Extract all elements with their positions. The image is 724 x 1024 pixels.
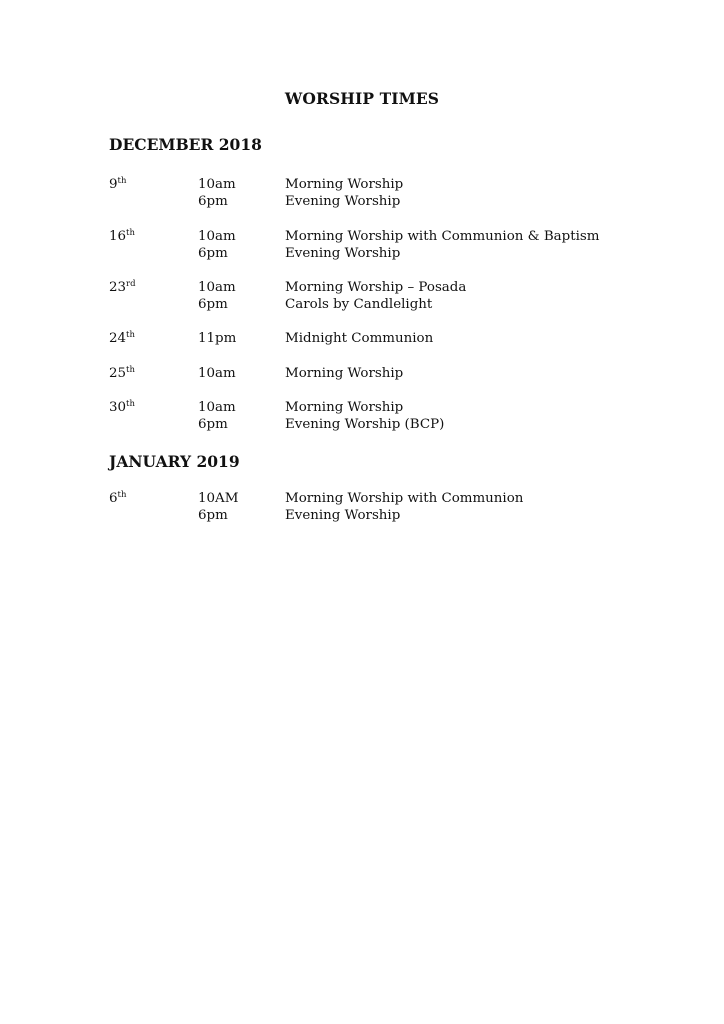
service-row bbox=[109, 279, 629, 296]
service-name: Evening Worship bbox=[285, 246, 401, 261]
service-time: 10am bbox=[198, 280, 236, 295]
service-name: Morning Worship bbox=[285, 177, 404, 192]
service-date: 30th bbox=[109, 399, 135, 415]
service-name: Carols by Candlelight bbox=[285, 297, 433, 312]
service-date: 9th bbox=[109, 176, 127, 192]
service-name: Morning Worship bbox=[285, 366, 404, 381]
service-time: 6pm bbox=[198, 297, 228, 312]
service-name: Morning Worship – Posada bbox=[285, 280, 467, 295]
service-time: 11pm bbox=[198, 331, 237, 346]
service-time: 6pm bbox=[198, 246, 228, 261]
service-row bbox=[109, 507, 629, 524]
service-row bbox=[109, 416, 629, 433]
service-row bbox=[109, 365, 629, 382]
service-row bbox=[109, 330, 629, 347]
service-date: 24th bbox=[109, 330, 135, 346]
service-name: Evening Worship (BCP) bbox=[285, 417, 445, 432]
service-time: 10am bbox=[198, 400, 236, 415]
service-time: 10am bbox=[198, 177, 236, 192]
page-title: WORSHIP TIMES bbox=[284, 89, 440, 108]
service-name: Evening Worship bbox=[285, 194, 401, 209]
service-date: 25th bbox=[109, 365, 135, 381]
service-row bbox=[109, 176, 629, 193]
service-row bbox=[109, 245, 629, 262]
service-name: Morning Worship with Communion bbox=[285, 491, 524, 506]
service-row bbox=[109, 296, 629, 313]
service-row bbox=[109, 490, 629, 507]
service-name: Morning Worship bbox=[285, 400, 404, 415]
service-date: 6th bbox=[109, 490, 127, 506]
service-row bbox=[109, 193, 629, 210]
service-time: 6pm bbox=[198, 417, 228, 432]
service-time: 10am bbox=[198, 366, 236, 381]
service-time: 10am bbox=[198, 229, 236, 244]
service-date: 16th bbox=[109, 228, 135, 244]
service-date: 23rd bbox=[109, 279, 136, 295]
service-time: 10AM bbox=[198, 491, 239, 506]
service-name: Evening Worship bbox=[285, 508, 401, 523]
service-time: 6pm bbox=[198, 194, 228, 209]
month-heading-december: DECEMBER 2018 bbox=[109, 135, 262, 154]
month-heading-january: JANUARY 2019 bbox=[109, 452, 240, 471]
service-row bbox=[109, 399, 629, 416]
service-row bbox=[109, 228, 629, 245]
service-name: Midnight Communion bbox=[285, 331, 434, 346]
service-name: Morning Worship with Communion & Baptism bbox=[285, 229, 600, 244]
service-time: 6pm bbox=[198, 508, 228, 523]
